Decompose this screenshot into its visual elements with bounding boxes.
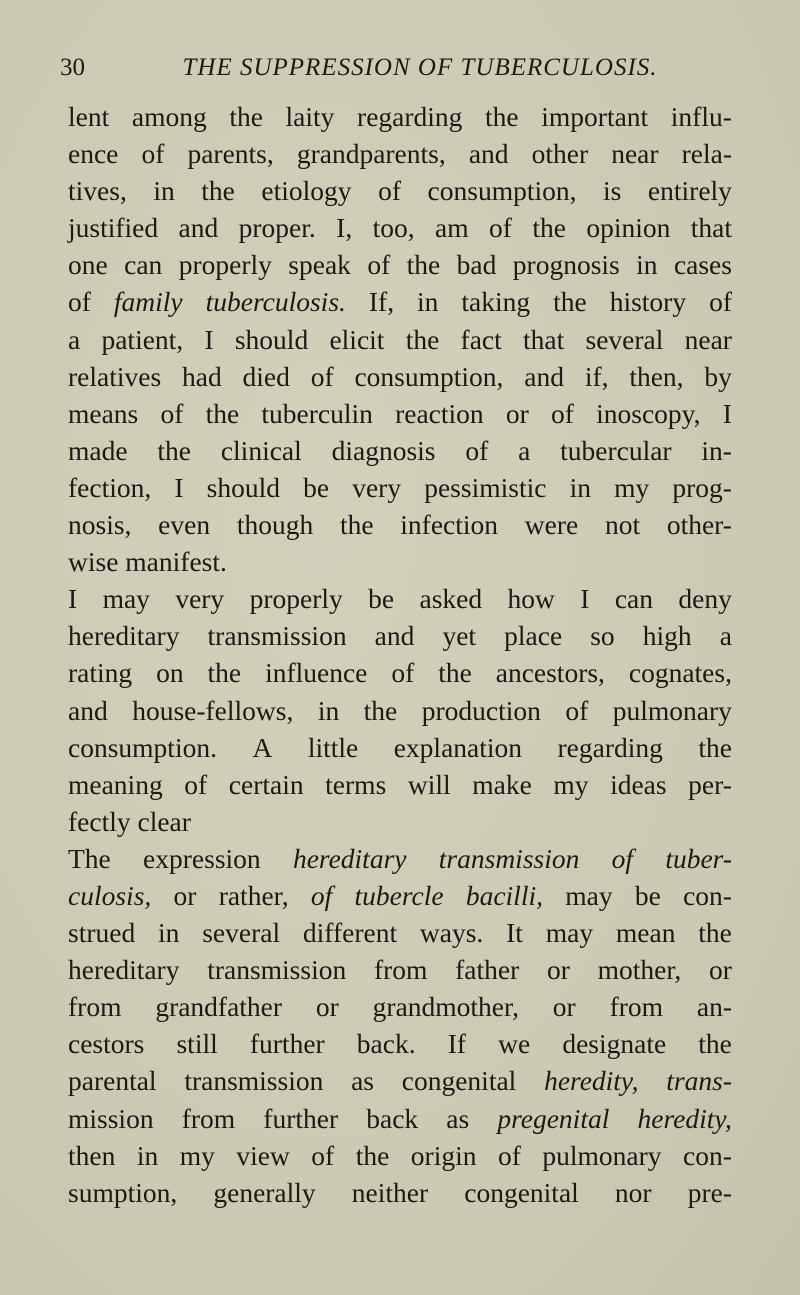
text-line: The expression hereditary transmission of tuber- (68, 842, 732, 874)
running-title: THE SUPPRESSION OF TUBERCULOSIS. (182, 54, 658, 81)
text-line: lent among the laity regarding the important influ- (68, 101, 732, 132)
page-number: 30 (60, 54, 85, 81)
text-line: made the clinical diagnosis of a tubercular in- (68, 434, 732, 466)
text-line: parental transmission as congenital heredity, trans- (68, 1065, 732, 1097)
text-line: hereditary transmission and yet place so high a (68, 620, 732, 652)
text-line: ence of parents, grandparents, and other near rela- (68, 138, 732, 170)
text-line: sumption, generally neither congenital nor pre- (68, 1176, 732, 1208)
text-line: I may very properly be asked how I can deny (68, 583, 732, 615)
text-line: mission from further back as pregenital heredity, (68, 1102, 732, 1134)
text-line: and house-fellows, in the production of pulmonary (68, 694, 732, 726)
text-line: one can properly speak of the bad prognosis in cases (68, 249, 732, 281)
page-header (60, 48, 750, 88)
text-line: wise manifest. (68, 546, 227, 578)
text-line: meaning of certain terms will make my ideas per- (68, 768, 732, 800)
text-line: strued in several different ways. It may mean the (68, 917, 732, 949)
text-line: then in my view of the origin of pulmonary con- (68, 1139, 732, 1171)
text-line: cestors still further back. If we designate the (68, 1028, 732, 1060)
text-line: of family tuberculosis. If, in taking the history of (68, 286, 732, 318)
text-line: fection, I should be very pessimistic in my prog- (68, 471, 732, 503)
text-line: culosis, or rather, of tubercle bacilli, may be con- (68, 879, 732, 911)
text-line: nosis, even though the infection were not other- (68, 509, 732, 541)
body-text (68, 98, 732, 1211)
text-line: means of the tuberculin reaction or of inoscopy, I (68, 397, 732, 429)
text-line: a patient, I should elicit the fact that several near (68, 323, 732, 355)
text-line: fectly clear (68, 805, 191, 837)
text-line: tives, in the etiology of consumption, is entirely (68, 175, 732, 207)
text-line: from grandfather or grandmother, or from an- (68, 991, 732, 1023)
text-line: consumption. A little explanation regarding the (68, 731, 732, 763)
text-line: hereditary transmission from father or mother, or (68, 954, 732, 986)
text-line: justified and proper. I, too, am of the opinion that (68, 212, 732, 244)
text-line: relatives had died of consumption, and if, then, by (68, 360, 732, 392)
text-line: rating on the influence of the ancestors, cognates, (68, 657, 732, 689)
